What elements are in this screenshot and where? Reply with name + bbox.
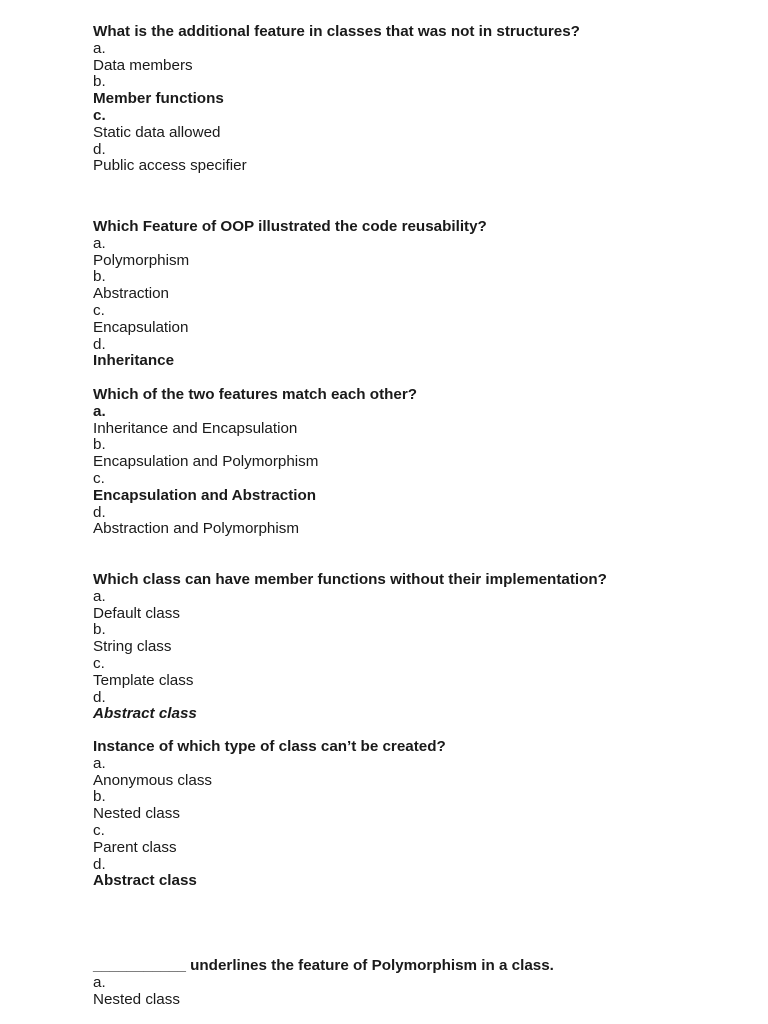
option-letter: b. <box>93 436 106 454</box>
option-text-highlighted: Member functions <box>93 90 224 108</box>
option-text: Public access specifier <box>93 157 247 175</box>
option-text: Nested class <box>93 990 180 1008</box>
option-text: Default class <box>93 604 180 622</box>
option-letter: c. <box>93 654 105 672</box>
question-text: Which class can have member functions without their implementation? <box>93 571 607 588</box>
question-text: ___________ underlines the feature of Polymorphism in a class. <box>93 957 554 974</box>
option-letter: b. <box>93 268 106 286</box>
option-letter: a. <box>93 39 106 57</box>
option-text: Encapsulation and Polymorphism <box>93 453 319 471</box>
option-letter: d. <box>93 140 106 158</box>
option-text-highlighted: Abstract class <box>93 705 197 723</box>
option-text: Encapsulation <box>93 318 189 336</box>
question-block <box>93 958 554 1008</box>
option-text: Inheritance and Encapsulation <box>93 419 298 437</box>
option-text: Abstraction <box>93 285 169 303</box>
option-text-highlighted: Encapsulation and Abstraction <box>93 486 317 504</box>
option-letter: b. <box>93 788 106 806</box>
option-letter: a. <box>93 587 106 605</box>
option-letter: d. <box>93 688 106 706</box>
option-text-highlighted: Inheritance <box>93 352 175 370</box>
question-text: Which Feature of OOP illustrated the code reusability? <box>93 218 487 235</box>
question-block <box>93 219 487 370</box>
option-text: Parent class <box>93 838 177 856</box>
option-letter-highlighted: c. <box>93 106 106 124</box>
option-letter: d. <box>93 503 106 521</box>
option-letter: c. <box>93 469 105 487</box>
question-block <box>93 24 580 175</box>
option-text: Abstraction and Polymorphism <box>93 520 299 538</box>
option-letter: b. <box>93 621 106 639</box>
question-text: Which of the two features match each other? <box>93 386 418 403</box>
option-letter: a. <box>93 234 106 252</box>
question-text: Instance of which type of class can’t be created? <box>93 738 446 755</box>
option-text: Data members <box>93 56 193 74</box>
option-text: String class <box>93 638 172 656</box>
option-letter: b. <box>93 73 106 91</box>
question-text: What is the additional feature in classes that was not in structures? <box>93 23 580 40</box>
option-text: Nested class <box>93 805 180 823</box>
option-letter: a. <box>93 754 106 772</box>
option-letter: d. <box>93 855 106 873</box>
question-block <box>93 572 607 723</box>
option-text-highlighted: Abstract class <box>93 872 197 890</box>
option-text: Anonymous class <box>93 771 213 789</box>
option-letter: c. <box>93 821 105 839</box>
question-block <box>93 739 446 890</box>
question-block <box>93 387 417 538</box>
option-text: Template class <box>93 671 194 689</box>
option-text: Polymorphism <box>93 251 190 269</box>
option-letter-highlighted: a. <box>93 402 106 420</box>
option-text: Static data allowed <box>93 123 221 141</box>
option-letter: a. <box>93 973 106 991</box>
option-letter: c. <box>93 301 105 319</box>
option-letter: d. <box>93 335 106 353</box>
